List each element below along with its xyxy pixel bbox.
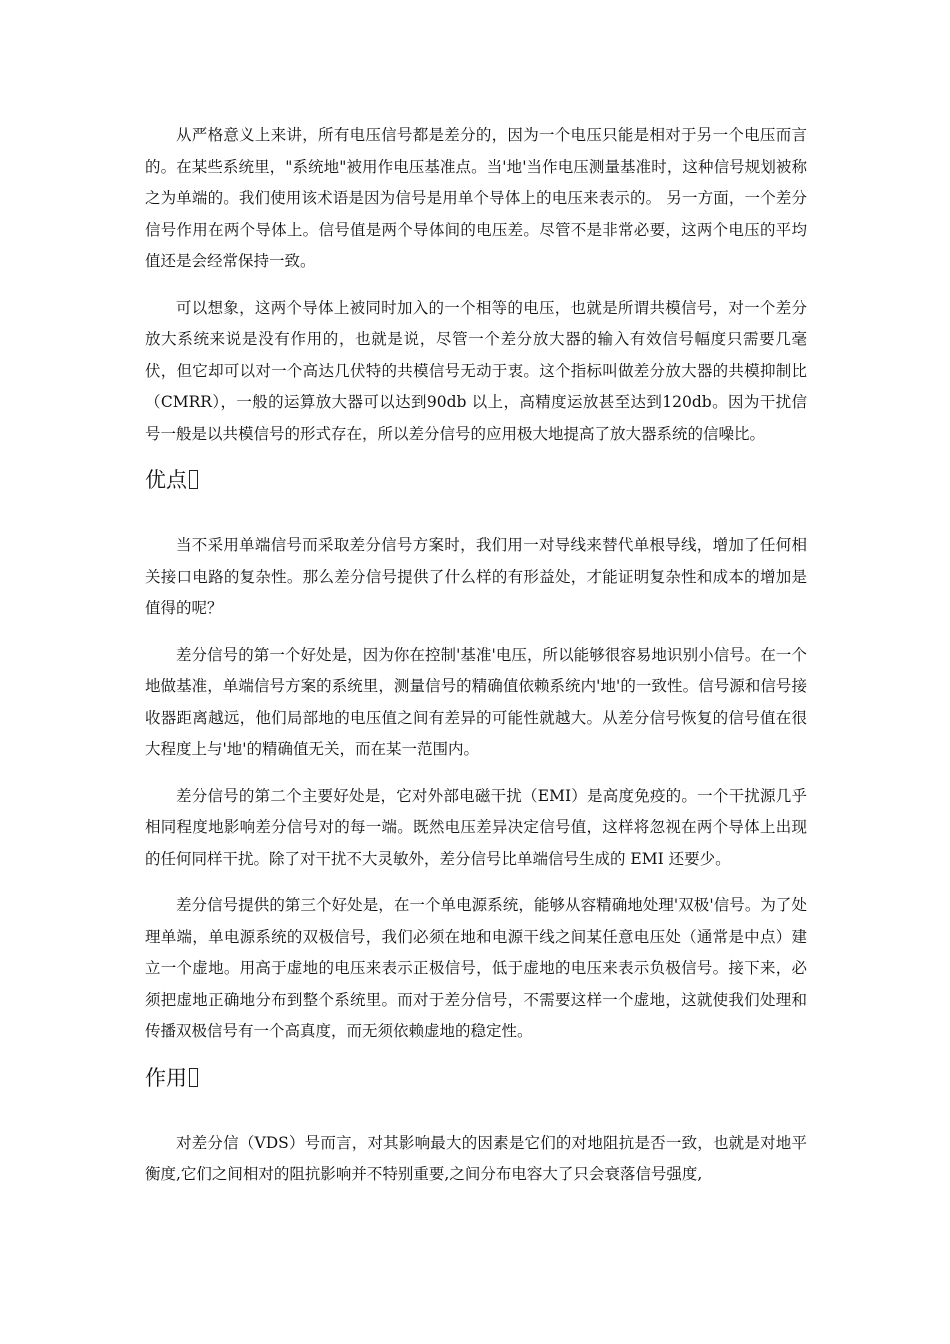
heading-function [145,1063,807,1093]
paragraph-vds: 对差分信（VDS）号而言，对其影响最大的因素是它们的对地阻抗是否一致，也就是对地平衡度,它们之间相对的阻抗影响并不特别重要,之间分布电容大了只会衰落信号强度, [145,1133,807,1183]
heading-advantages-text: 优点 [145,468,187,492]
document-body [145,120,807,1206]
paragraph-benefit-2: 差分信号的第二个主要好处是，它对外部电磁干扰（EMI）是高度免疫的。一个干扰源几乎相同程度地影响差分信号对的每一端。既然电压差异决定信号值，这样将忽视在两个导体上出现的任何同样干扰。除了对干扰不大灵敏外，差分信号比单端信号生成的 EMI 还要少。 [145,786,807,868]
paragraph-benefit-3: 差分信号提供的第三个好处是，在一个单电源系统，能够从容精确地处理'双极'信号。为了处理单端，单电源系统的双极信号，我们必须在地和电源干线之间某任意电压处（通常是中点）建立一个虚地。用高于虚地的电压来表示正极信号，低于虚地的电压来表示负极信号。接下来，必须把虚地正确地分布到整个系统里。而对于差分信号，不需要这样一个虚地，这就使我们处理和传播双极信号有一个高真度，而无须依赖虚地的稳定性。 [145,896,807,1040]
missing-glyph-icon [189,1068,198,1087]
heading-function-text: 作用 [145,1065,187,1090]
paragraph-intro: 从严格意义上来讲，所有电压信号都是差分的，因为一个电压只能是相对于另一个电压而言的。在某些系统里，"系统地"被用作电压基准点。当'地'当作电压测量基准时，这种信号规划被称之为单端的。我们使用该术语是因为信号是用单个导体上的电压来表示的。 另一方面，一个差分信号作用在两个导体上。信号值是两个导体间的电压差。尽管不是非常必要，这两个电压的平均值还是会经常保持一致。 [145,126,807,270]
heading-advantages [145,465,807,495]
paragraph-common-mode: 可以想象，这两个导体上被同时加入的一个相等的电压，也就是所谓共模信号，对一个差分放大系统来说是没有作用的，也就是说，尽管一个差分放大器的输入有效信号幅度只需要几毫伏，但它却可以对一个高达几伏特的共模信号无动于衷。这个指标叫做差分放大器的共模抑制比（CMRR），一般的运算放大器可以达到90db 以上，高精度运放甚至达到120db。因为干扰信号一般是以共模信号的形式存在，所以差分信号的应用极大地提高了放大器系统的信噪比。 [145,298,807,443]
missing-glyph-icon [189,470,198,489]
paragraph-tradeoff: 当不采用单端信号而采取差分信号方案时，我们用一对导线来替代单根导线，增加了任何相关接口电路的复杂性。那么差分信号提供了什么样的有形益处，才能证明复杂性和成本的增加是值得的呢？ [145,536,807,617]
paragraph-benefit-1: 差分信号的第一个好处是，因为你在控制'基准'电压，所以能够很容易地识别小信号。在一个地做基准，单端信号方案的系统里，测量信号的精确值依赖系统内'地'的一致性。信号源和信号接收器距离越远，他们局部地的电压值之间有差异的可能性就越大。从差分信号恢复的信号值在很大程度上与'地'的精确值无关，而在某一范围内。 [145,645,807,758]
